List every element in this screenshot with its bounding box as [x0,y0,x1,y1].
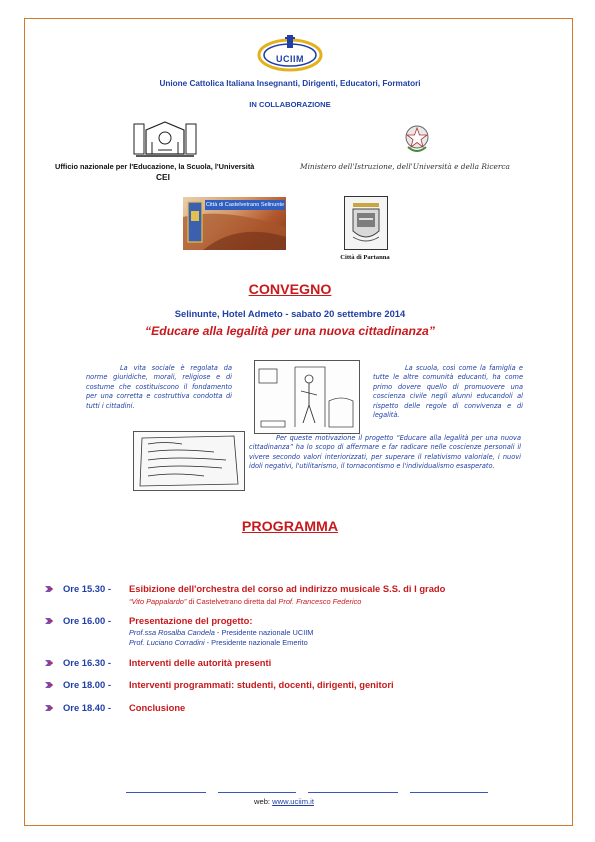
place-date: Selinunte, Hotel Admeto - sabato 20 settembre 2014 [174,308,406,319]
collab-label: IN COLLABORAZIONE [249,100,331,109]
website-link[interactable]: www.uciim.it [272,797,314,806]
programma-heading: PROGRAMMA [241,519,339,535]
uciim-logo [257,33,323,73]
footer-rule [308,792,398,793]
convegno-heading: CONVEGNO [248,282,332,298]
speaker-name: Prof.ssa Rosalba Candela [129,628,215,637]
ministry-name: Ministero dell'Istruzione, dell'Università e della Ricerca [300,162,510,171]
partanna-crest [344,196,388,250]
footer-web [254,797,314,806]
program-title: Interventi delle autorità presenti [129,657,272,668]
arrow-bullet-icon [44,703,54,713]
footer-rule [126,792,206,793]
paragraph-2: La scuola, così come la famiglia e tutte le altre comunità educanti, ha come primo dovere quello di promuovere una coscienza civile negli alunni educandoli al rispetto delle regole di convivenza e di legalità. [373,364,523,420]
cei-emblem [132,120,198,160]
program-sub-text: di Castelvetrano diretta dal [186,597,279,606]
web-label: web: [254,797,273,806]
speaker-name: Prof. Luciano Corradini [129,638,205,647]
program-time: Ore 16.30 - [63,657,111,668]
school-name: “Vito Pappalardo” [129,597,187,606]
sketch-illustration-1 [254,360,360,434]
theme-title: “Educare alla legalità per una nuova cittadinanza” [145,324,435,338]
castelvetrano-banner: Città di Castelvetrano Selinunte [205,202,285,208]
speaker-role: - Presidente nazionale Emerito [204,638,308,647]
footer-rule [218,792,296,793]
cei-label: CEI [156,172,170,182]
conductor-name: Prof. Francesco Federico [278,597,362,606]
arrow-bullet-icon [44,680,54,690]
arrow-bullet-icon [44,584,54,594]
program-title: Interventi programmati: studenti, docenti, dirigenti, genitori [129,679,394,690]
arrow-bullet-icon [44,616,54,626]
program-time: Ore 18.40 - [63,702,111,713]
sketch-illustration-2 [133,431,245,491]
castelvetrano-image [183,197,286,250]
paragraph-3: Per queste motivazione il progetto “Educare alla legalità per una nuova cittadinanza” ha lo scopo di affermare e far radicare nelle coscienze personali il vivere secondo valori interiorizzati, per superare il relativismo valoriale, i nuovi idoli negativi, l'utilitarismo, il tornacontismo e l'individualismo esasperato. [249,434,521,471]
arrow-bullet-icon [44,658,54,668]
program-title: Conclusione [129,702,186,713]
partanna-label: Città di Partanna [340,254,390,261]
program-title: Esibizione dell'orchestra del corso ad indirizzo musicale S.S. di I grado [129,583,446,594]
program-time: Ore 16.00 - [63,615,111,626]
org-name: Unione Cattolica Italiana Insegnanti, Dirigenti, Educatori, Formatori [159,79,421,88]
cei-office: Ufficio nazionale per l'Educazione, la Scuola, l'Università [55,162,255,171]
program-title: Presentazione del progetto: [129,615,253,626]
footer-rule [410,792,488,793]
speaker-role: - Presidente nazionale UCIIM [214,628,314,637]
program-time: Ore 18.00 - [63,679,111,690]
logo-text: UCIIM [276,54,304,64]
program-time: Ore 15.30 - [63,583,111,594]
republic-emblem [404,123,430,155]
paragraph-1: La vita sociale è regolata da norme giuridiche, morali, religiose e di costume che costituiscono il fondamento per una corretta e costruttiva condotta di tutti i cittadini. [86,364,232,410]
